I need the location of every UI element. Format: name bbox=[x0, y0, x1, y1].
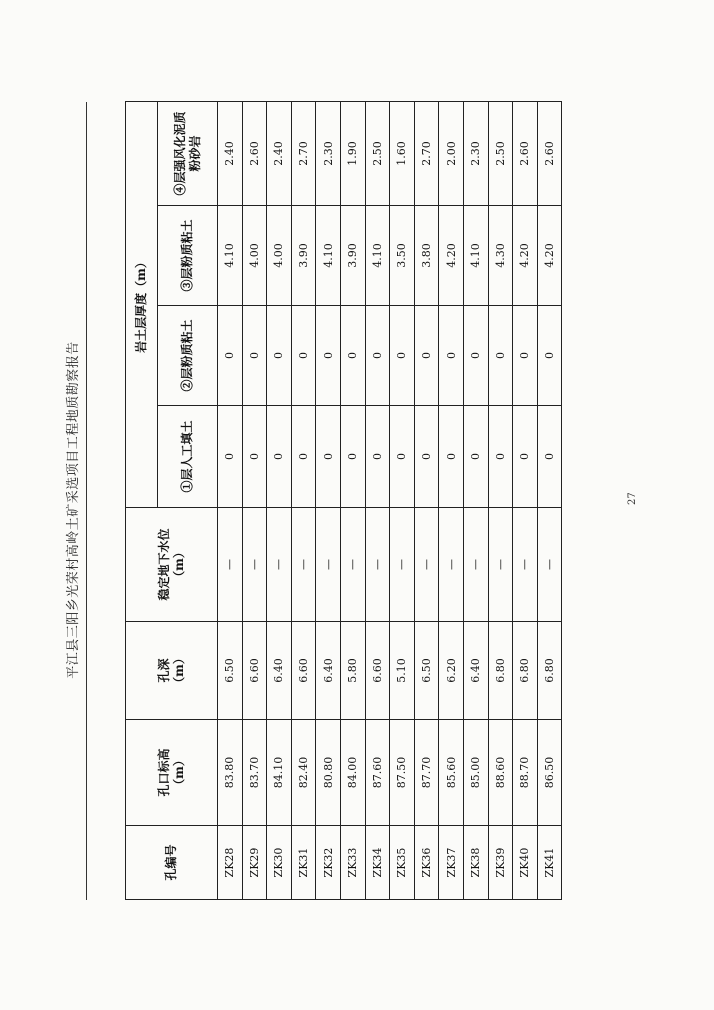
layer4-cell: 1.90 bbox=[340, 101, 365, 205]
header-groundwater: 稳定地下水位 （m） bbox=[126, 508, 218, 622]
layer1-cell: 0 bbox=[365, 406, 390, 508]
depth-cell: 6.80 bbox=[488, 622, 513, 720]
depth-cell: 5.10 bbox=[390, 622, 415, 720]
header-rule bbox=[86, 102, 87, 900]
hole-id-cell: ZK40 bbox=[513, 826, 538, 900]
depth-cell: 6.40 bbox=[267, 622, 292, 720]
table-row bbox=[513, 101, 538, 899]
groundwater-cell: — bbox=[513, 508, 538, 622]
layer3-cell: 4.10 bbox=[316, 206, 341, 306]
layer4-cell: 2.70 bbox=[291, 101, 316, 205]
layer2-cell: 0 bbox=[414, 306, 439, 406]
groundwater-cell: — bbox=[316, 508, 341, 622]
table-row bbox=[316, 101, 341, 899]
layer1-cell: 0 bbox=[218, 406, 243, 508]
layer2-cell: 0 bbox=[488, 306, 513, 406]
hole-id-cell: ZK32 bbox=[316, 826, 341, 900]
table-row bbox=[537, 101, 562, 899]
elevation-cell: 85.60 bbox=[439, 720, 464, 826]
borehole-table bbox=[125, 101, 562, 900]
layer2-cell: 0 bbox=[463, 306, 488, 406]
elevation-cell: 83.70 bbox=[242, 720, 267, 826]
report-header: 平江县三阳乡光荣村高岭土矿采选项目工程地质勘察报告 bbox=[66, 341, 81, 679]
groundwater-cell: — bbox=[463, 508, 488, 622]
groundwater-cell: — bbox=[365, 508, 390, 622]
elevation-cell: 84.10 bbox=[267, 720, 292, 826]
elevation-cell: 84.00 bbox=[340, 720, 365, 826]
layer2-cell: 0 bbox=[218, 306, 243, 406]
layer4-cell: 2.60 bbox=[513, 101, 538, 205]
layer2-cell: 0 bbox=[267, 306, 292, 406]
hole-id-cell: ZK34 bbox=[365, 826, 390, 900]
layer3-cell: 3.80 bbox=[414, 206, 439, 306]
table-row bbox=[291, 101, 316, 899]
hole-id-cell: ZK31 bbox=[291, 826, 316, 900]
elevation-cell: 85.00 bbox=[463, 720, 488, 826]
layer4-cell: 2.30 bbox=[316, 101, 341, 205]
layer4-cell: 2.40 bbox=[218, 101, 243, 205]
layer2-cell: 0 bbox=[291, 306, 316, 406]
layer3-cell: 4.20 bbox=[537, 206, 562, 306]
depth-cell: 6.60 bbox=[291, 622, 316, 720]
depth-cell: 6.60 bbox=[365, 622, 390, 720]
header-layer1: ①层人工填土 bbox=[158, 406, 218, 508]
table-row bbox=[218, 101, 243, 899]
elevation-cell: 80.80 bbox=[316, 720, 341, 826]
layer4-cell: 2.60 bbox=[537, 101, 562, 205]
layer3-cell: 4.00 bbox=[267, 206, 292, 306]
header-layer3: ③层粉质粘土 bbox=[158, 206, 218, 306]
layer1-cell: 0 bbox=[414, 406, 439, 508]
layer3-cell: 4.10 bbox=[463, 206, 488, 306]
layer1-cell: 0 bbox=[463, 406, 488, 508]
elevation-cell: 88.60 bbox=[488, 720, 513, 826]
layer1-cell: 0 bbox=[242, 406, 267, 508]
header-hole-id: 孔编号 bbox=[126, 826, 218, 900]
layer1-cell: 0 bbox=[340, 406, 365, 508]
hole-id-cell: ZK29 bbox=[242, 826, 267, 900]
layer4-cell: 2.30 bbox=[463, 101, 488, 205]
hole-id-cell: ZK38 bbox=[463, 826, 488, 900]
layer4-cell: 2.00 bbox=[439, 101, 464, 205]
depth-cell: 6.50 bbox=[414, 622, 439, 720]
groundwater-cell: — bbox=[537, 508, 562, 622]
layer1-cell: 0 bbox=[291, 406, 316, 508]
header-depth: 孔深 （m） bbox=[126, 622, 218, 720]
layer1-cell: 0 bbox=[390, 406, 415, 508]
hole-id-cell: ZK30 bbox=[267, 826, 292, 900]
table-row bbox=[414, 101, 439, 899]
table-row bbox=[488, 101, 513, 899]
table-row bbox=[463, 101, 488, 899]
hole-id-cell: ZK33 bbox=[340, 826, 365, 900]
header-thickness-group: 岩土层厚度（m） bbox=[126, 101, 158, 507]
depth-cell: 6.60 bbox=[242, 622, 267, 720]
table-row bbox=[340, 101, 365, 899]
layer3-cell: 4.20 bbox=[439, 206, 464, 306]
layer4-cell: 2.40 bbox=[267, 101, 292, 205]
groundwater-cell: — bbox=[439, 508, 464, 622]
groundwater-cell: — bbox=[291, 508, 316, 622]
hole-id-cell: ZK36 bbox=[414, 826, 439, 900]
layer1-cell: 0 bbox=[513, 406, 538, 508]
layer2-cell: 0 bbox=[340, 306, 365, 406]
layer2-cell: 0 bbox=[316, 306, 341, 406]
layer2-cell: 0 bbox=[365, 306, 390, 406]
hole-id-cell: ZK28 bbox=[218, 826, 243, 900]
elevation-cell: 83.80 bbox=[218, 720, 243, 826]
layer3-cell: 4.20 bbox=[513, 206, 538, 306]
layer3-cell: 4.00 bbox=[242, 206, 267, 306]
header-elevation: 孔口标高 （m） bbox=[126, 720, 218, 826]
layer3-cell: 4.30 bbox=[488, 206, 513, 306]
table-row bbox=[267, 101, 292, 899]
elevation-cell: 87.50 bbox=[390, 720, 415, 826]
layer3-cell: 3.50 bbox=[390, 206, 415, 306]
hole-id-cell: ZK39 bbox=[488, 826, 513, 900]
layer2-cell: 0 bbox=[513, 306, 538, 406]
table-row bbox=[365, 101, 390, 899]
layer1-cell: 0 bbox=[267, 406, 292, 508]
groundwater-cell: — bbox=[390, 508, 415, 622]
elevation-cell: 87.70 bbox=[414, 720, 439, 826]
layer2-cell: 0 bbox=[242, 306, 267, 406]
layer4-cell: 2.70 bbox=[414, 101, 439, 205]
groundwater-cell: — bbox=[340, 508, 365, 622]
groundwater-cell: — bbox=[242, 508, 267, 622]
layer1-cell: 0 bbox=[439, 406, 464, 508]
groundwater-cell: — bbox=[267, 508, 292, 622]
layer2-cell: 0 bbox=[390, 306, 415, 406]
depth-cell: 6.20 bbox=[439, 622, 464, 720]
layer4-cell: 2.60 bbox=[242, 101, 267, 205]
depth-cell: 5.80 bbox=[340, 622, 365, 720]
layer4-cell: 2.50 bbox=[488, 101, 513, 205]
layer3-cell: 4.10 bbox=[365, 206, 390, 306]
elevation-cell: 87.60 bbox=[365, 720, 390, 826]
depth-cell: 6.50 bbox=[218, 622, 243, 720]
depth-cell: 6.80 bbox=[537, 622, 562, 720]
layer3-cell: 3.90 bbox=[340, 206, 365, 306]
layer1-cell: 0 bbox=[488, 406, 513, 508]
elevation-cell: 88.70 bbox=[513, 720, 538, 826]
groundwater-cell: — bbox=[218, 508, 243, 622]
layer2-cell: 0 bbox=[439, 306, 464, 406]
layer1-cell: 0 bbox=[537, 406, 562, 508]
layer1-cell: 0 bbox=[316, 406, 341, 508]
depth-cell: 6.80 bbox=[513, 622, 538, 720]
hole-id-cell: ZK35 bbox=[390, 826, 415, 900]
layer3-cell: 4.10 bbox=[218, 206, 243, 306]
header-layer2: ②层粉质粘土 bbox=[158, 306, 218, 406]
layer4-cell: 2.50 bbox=[365, 101, 390, 205]
page-number: 27 bbox=[627, 492, 638, 505]
layer2-cell: 0 bbox=[537, 306, 562, 406]
layer3-cell: 3.90 bbox=[291, 206, 316, 306]
groundwater-cell: — bbox=[414, 508, 439, 622]
depth-cell: 6.40 bbox=[316, 622, 341, 720]
groundwater-cell: — bbox=[488, 508, 513, 622]
hole-id-cell: ZK41 bbox=[537, 826, 562, 900]
table-row bbox=[242, 101, 267, 899]
header-layer4: ④层强风化泥质粉砂岩 bbox=[158, 101, 218, 205]
table-row bbox=[439, 101, 464, 899]
hole-id-cell: ZK37 bbox=[439, 826, 464, 900]
elevation-cell: 86.50 bbox=[537, 720, 562, 826]
elevation-cell: 82.40 bbox=[291, 720, 316, 826]
depth-cell: 6.40 bbox=[463, 622, 488, 720]
table-row bbox=[390, 101, 415, 899]
layer4-cell: 1.60 bbox=[390, 101, 415, 205]
